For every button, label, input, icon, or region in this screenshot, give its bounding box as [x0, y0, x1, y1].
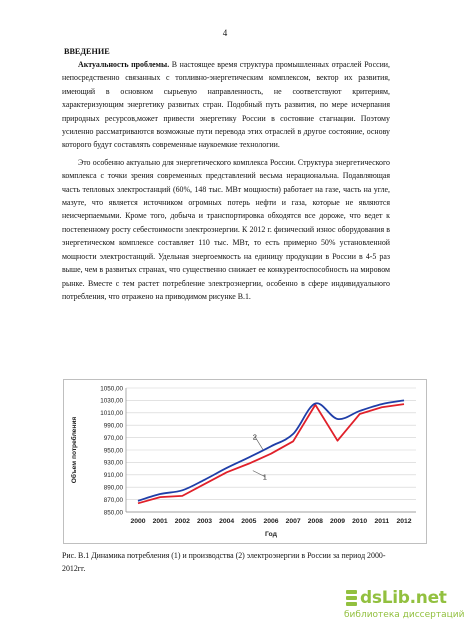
- y-tick-label: 850,00: [103, 509, 123, 517]
- section-heading: ВВЕДЕНИЕ: [64, 47, 110, 56]
- series-label-1: 1: [262, 472, 267, 482]
- y-tick-label: 990,00: [103, 422, 123, 430]
- line-chart: [64, 380, 426, 543]
- y-tick-label: 930,00: [103, 459, 123, 467]
- paragraph-1: [62, 58, 390, 152]
- watermark-subtitle: библиотека диссертаций: [344, 610, 464, 620]
- y-tick-label: 970,00: [103, 434, 123, 442]
- y-tick-label: 1010,00: [100, 410, 123, 418]
- y-tick-label: 950,00: [103, 447, 123, 455]
- series-line-1: [138, 404, 404, 503]
- body-text: [62, 58, 390, 303]
- x-tick-label: 2011: [374, 518, 390, 525]
- x-tick-label: 2003: [196, 518, 213, 525]
- page-number: 4: [222, 28, 228, 38]
- y-axis-label: Объем потребления: [71, 416, 78, 484]
- x-tick-label: 2001: [152, 518, 168, 525]
- x-tick-label: 2006: [263, 518, 279, 525]
- x-tick-label: 2004: [219, 518, 235, 525]
- x-tick-label: 2008: [307, 518, 323, 525]
- x-tick-label: 2009: [329, 518, 346, 525]
- x-tick-label: 2000: [130, 518, 146, 525]
- book-stack-icon: [346, 590, 357, 606]
- series-line-2: [138, 400, 404, 500]
- x-tick-label: 2005: [241, 518, 257, 525]
- paragraph-lead: Актуальность проблемы.: [78, 60, 170, 69]
- paragraph-2: [62, 156, 390, 303]
- paragraph-text: В настоящее время структура промышленных отраслей России, непосредственно связанных с топливно-энергетическим комплексом, вектор их развития, имеющий в основном сырьевую направленность, не соответствуют критериям, характеризующим энергетику развитых стран. Подобный путь развития, по мере исчерпания природных ресурсов,может привести энергетику России в состояние стагнации. Поэтому усиленно рассматриваются возможные пути перевода этих отраслей в другое состояние, основу которого будут составлять современные наукоемкие технологии.: [62, 60, 390, 150]
- y-tick-label: 890,00: [103, 484, 123, 492]
- y-tick-label: 1030,00: [100, 397, 123, 405]
- x-tick-label: 2002: [174, 518, 190, 525]
- figure-caption: Рис. В.1 Динамика потребления (1) и производства (2) электроэнергии в России за период 2000-2012гг.: [62, 551, 386, 574]
- chart-frame: [63, 379, 427, 544]
- watermark: [344, 588, 464, 628]
- x-tick-label: 2010: [352, 518, 368, 525]
- paragraph-text: Это особенно актуально для энергетического комплекса России. Структура энергетического комплекса с точки зрения современных представлений весьма нерациональна. Подавляющая часть тепловых электростанций (60%, 148 тыс. МВт мощности) работает на газе, часть на угле, мазуте, что является источником огромных потерь нефти и газа, которые не являются неисчерпаемыми. Кроме того, добыча и транспортировка обходятся все дороже, что ведет к постепенному росту себестоимости электроэнергии. К 2012 г. физический износ оборудования в энергетическом комплексе составляет 110 тыс. МВт, то есть примерно 50% установленной мощности электростанций. Удельная энергоемкость на единицу продукции в России в 4-5 раз выше, чем в развитых странах, что существенно снижает ее конкурентоспособность на мировом рынке. Вместе с тем растет потребление электроэнергии, особенно в сфере индивидуального потребления, что отражено на приводимом рисунке В.1.: [62, 157, 390, 301]
- x-axis-label: Год: [265, 531, 277, 538]
- x-tick-label: 2007: [285, 518, 301, 525]
- y-tick-label: 910,00: [103, 472, 123, 480]
- series-label-2: 2: [252, 432, 257, 442]
- y-tick-label: 870,00: [103, 496, 123, 504]
- x-tick-label: 2012: [396, 518, 412, 525]
- watermark-logo: dsLib.net: [360, 588, 447, 608]
- y-tick-label: 1050,00: [100, 385, 123, 393]
